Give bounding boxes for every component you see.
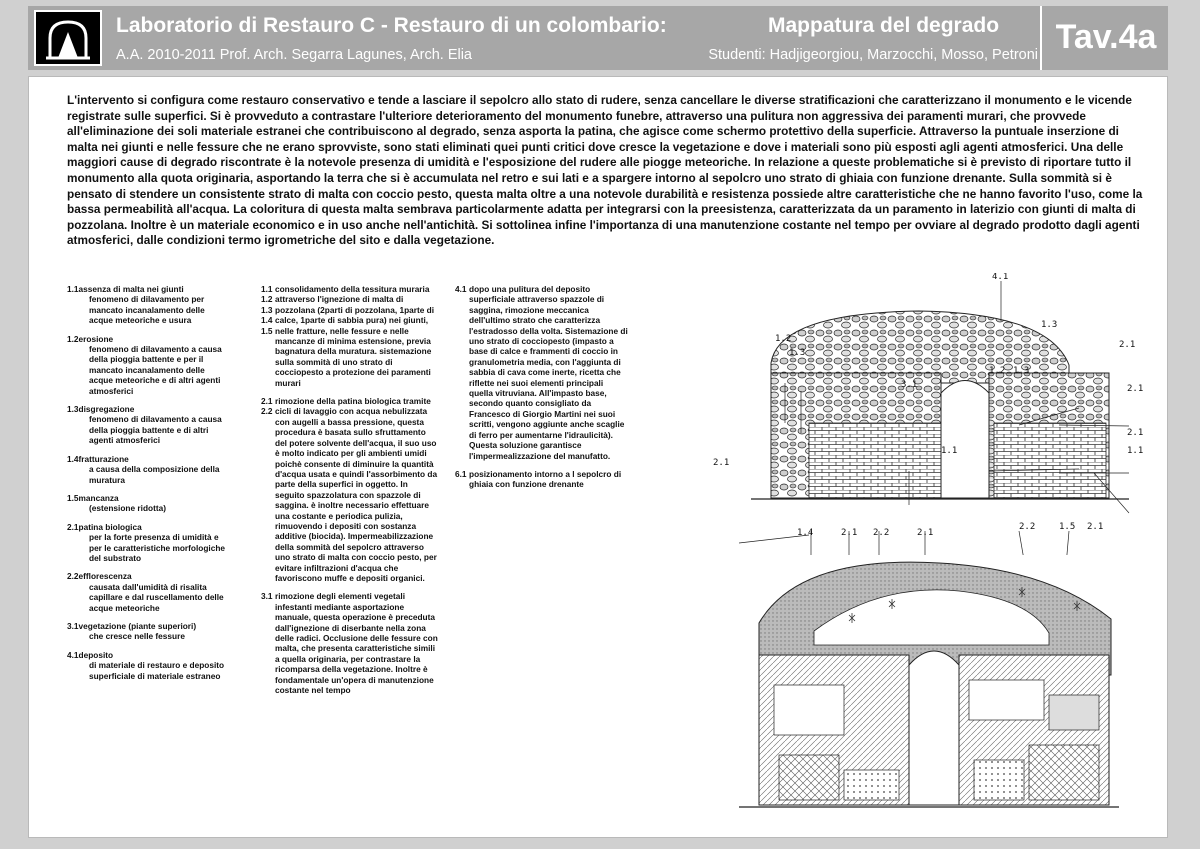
drawing-label: 2.2	[873, 528, 890, 538]
drawing-label: 2.1	[841, 528, 858, 538]
legend-entry-head	[67, 522, 227, 532]
legend-entry-description: che cresce nelle fessure	[89, 631, 185, 642]
legend-entry-head	[67, 650, 227, 660]
legend-entry-head	[67, 404, 227, 414]
legend-entry-number: 6.1	[455, 468, 467, 479]
title-block	[116, 12, 1038, 68]
legend-intervento-entry	[261, 591, 439, 695]
legend-degrado-entry	[67, 454, 227, 485]
legend-entry-title: vegetazione (piante superiori)	[78, 620, 197, 631]
legend-entry-title: erosione	[78, 333, 114, 344]
legend-degrado-entry	[67, 334, 227, 396]
legend-intervento-entry	[455, 284, 629, 461]
legend-entry-title: assenza di malta nei giunti	[78, 284, 184, 294]
legend-entry-description: causata dall'umidità di risalita capillare e dal ruscellamento delle acque meteoriche	[89, 581, 224, 613]
drawing-label: 2.1	[713, 458, 730, 468]
drawing-label: 2.1	[1127, 384, 1144, 394]
legend-entry-number: 1.1 1.2 1.3 1.4 1.5	[261, 284, 273, 336]
drawing-label: 4.1	[992, 273, 1009, 282]
drawing-label: 1.4	[797, 528, 814, 538]
drawing-label: 1.2	[989, 366, 1006, 376]
legend-entry-head	[67, 284, 227, 294]
legend-entry-number: 4.1	[67, 649, 79, 660]
legend-entry-description: fenomeno di dilavamento a causa della pioggia battente e per il mancato incanalamento delle acque meteoriche e di altri agenti atmosferici	[89, 344, 222, 396]
legend-entry-description: a causa della composizione della muratura	[89, 464, 220, 485]
drawing-label: 1.3	[789, 348, 806, 358]
legend-entry-description: rimozione della patina biologica tramite cicli di lavaggio con acqua nebulizzata con augelli a bassa pressione, questa procedura è basata sullo sfruttamento del potere solvente dell'acqua, il suo uso è molto indicato per gli ambienti umidi poichè consente di diminuire la quantità d'acqua usata e quindi l'assorbimento da parte della superfici in oggetto. In seguito spazzolatura con spazzole di saggina. è inoltre necessario effettuare una costante e periodica pulizia, rimuovendo i depositi con sostanza additive (biocida). Impermeabilizzazione della sommità del sepolcro attraverso uno strato di malta con coccio pesto, per evitare infiltrazioni d'acqua che favoriscono muffe e depositi organici.	[275, 396, 438, 583]
legend-degrado-entry	[67, 621, 227, 642]
legend-entry-title: efflorescenza	[78, 571, 132, 582]
legend-degrado-entry	[67, 650, 227, 681]
content-panel	[28, 76, 1168, 838]
header-divider	[1040, 6, 1042, 70]
legend-entry-description: posizionamento intorno a l sepolcro di ghiaia con funzione drenante	[469, 468, 622, 490]
legend-degrado-entry	[67, 571, 227, 613]
drawing-label: 1.3	[1013, 366, 1030, 376]
legend-degrado-column	[67, 284, 227, 689]
legend-entry-description: di materiale di restauro e deposito superficiale di materiale estraneo	[89, 660, 225, 681]
legend-intervento-entry	[455, 469, 629, 490]
legend-intervento-entry	[261, 396, 439, 583]
legend-entry-head	[67, 454, 227, 464]
drawing-label: 3.1	[901, 380, 918, 390]
legend-entry-description: fenomeno di dilavamento a causa della pioggia battente e di altri agenti atmosferici	[89, 414, 222, 446]
drawing-label: 1.3	[1041, 320, 1058, 330]
drawing-label: 1.2	[775, 334, 792, 344]
legend-entry-number: 1.2	[67, 333, 79, 344]
legend-entry-number: 2.1	[67, 521, 79, 532]
legend-entry-description: dopo una pulitura del deposito superficiale attraverso spazzole di saggina, rimozione meccanica dell'ultimo strato che caratterizza l'estradosso della volta. Sistemazione di uno strato di cocciopesto (impasto a base di calce e frammenti di coccio in granulometria media, con l'aggiunta di sabbia di cava come inerte, ricetta che riflette nei suoi elementi principali quella vitruviana. All'impasto base, secondo quanto consigliato da Francesco di Giorgio Martini nei suoi scritti, vengono aggiunte anche scaglie di ferro per aumentarne l'idraulicità). Questa soluzione garantisce l'impermealizzazione del manufatto.	[469, 284, 628, 461]
university-arch-logo-icon	[36, 12, 100, 64]
legend-intervento-entry	[261, 284, 439, 388]
legend-entry-head	[67, 571, 227, 581]
legend-entry-description: (estensione ridotta)	[89, 503, 166, 514]
legend-entry-number: 2.1 2.2	[261, 396, 273, 417]
legend-interventi-column-b	[455, 284, 629, 498]
course-info: A.A. 2010-2011 Prof. Arch. Segarra Lagunes, Arch. Elia	[116, 47, 473, 63]
legend-degrado-entry	[67, 522, 227, 564]
drawing-label: 1.5	[1059, 522, 1076, 532]
legend-entry-number: 1.5	[67, 492, 79, 503]
drawing-label: 2.1	[1087, 522, 1104, 532]
drawing-label: 2.1	[1119, 340, 1136, 350]
legend-interventi-column-a	[261, 284, 439, 703]
legend-entry-title: patina biologica	[78, 521, 142, 532]
legend-entry-description: consolidamento della tessitura muraria attraverso l'ignezione di malta di pozzolana (2parti di pozzolana, 1parte di calce, 1parte di sabbia pura) nei giunti, nelle fratture, nelle fessure e nelle mancanze di minima estensione, previa bagnatura della muratura. sistemazione sulla sommità di uno strato di cocciopesto a protezione dei paramenti murari	[275, 284, 435, 388]
legend-entry-title: disgregazione	[78, 404, 135, 415]
students-info: Studenti: Hadjigeorgiou, Marzocchi, Mosso, Petroni	[708, 47, 1038, 63]
drawing-label: 2.1	[917, 528, 934, 538]
legend-entry-number: 1.1	[67, 284, 79, 294]
legend-entry-head	[67, 493, 227, 503]
tavola-number: Tav.4a	[1055, 18, 1157, 56]
interventi-elevation-drawing	[719, 555, 1129, 825]
drawing-label: 1.1	[1127, 446, 1144, 456]
legend-entry-number: 1.3	[67, 404, 79, 415]
legend-entry-number: 1.4	[67, 453, 79, 464]
legend-entry-title: fratturazione	[78, 453, 129, 464]
legend-degrado-entry	[67, 284, 227, 326]
legend-entry-number: 3.1	[261, 591, 273, 602]
legend-entry-number: 3.1	[67, 620, 79, 631]
page-title-topic: Mappatura del degrado	[768, 14, 1000, 37]
intro-paragraph: L'intervento si configura come restauro conservativo e tende a lasciare il sepolcro allo stato di rudere, senza cancellare le diverse stratificazioni che caratterizzano il monumento e le vicende registrate sulle superfici. Si è provveduto a contrastare l'ulteriore deterioramento del monumento funebre, attraverso una pulitura non aggressiva dei paramenti murari, che provvede all'eliminazione dei soli materiale estranei che contribuiscono al degrado, senza asporta la patina, che agisce come schermo protettivo della superficie. Attraverso la puntuale inserzione di malta nei giunti e nelle fessure che ne erano sprovviste, sono stati eliminati quei punti critici dove cresce la vegetazione e dove i materiali sono più esposti agli agenti atmosferici. Una delle maggiori cause di degrado riscontrate è la notevole presenza di umidità e l'esposizione del rudere alle piogge meteoriche. In relazione a queste problematiche si è previsto di riportare tutto il monumento alla quota originaria, asportando la terra che si è accumulata nel retro e sui lati e a spargere intorno al sepolcro uno strato di ghiaia con funzione drenante. Sulla sommità si è pensato di stendere un consistente strato di malta con coccio pesto, questa malta oltre a una notevole durabilità e resistenza possiede altre caratteristiche che ne hanno favorito l'uso, come la bassa permeabilità all'acqua. La coloritura di questa malta sembrava particolarmente adatta per integrarsi con la preesistenza, caratterizzata da un paramento in laterizio con giunti di malta di pozzolana. Inoltre è un materiale economico e in uso anche nell'antichità. Si sottolinea infine l'importanza di una manutenzione costante nel tempo per ovviare al degrado prodotto dagli agenti atmosferici, dalle condizioni termo igrometriche del sito e dalla vegetazione.	[67, 93, 1143, 248]
drawing-label: 1.1	[941, 446, 958, 456]
page-title: Laboratorio di Restauro C - Restauro di un colombario:	[116, 14, 667, 37]
legend-entry-description: fenomeno di dilavamento per mancato incanalamento delle acque meteoriche e usura	[89, 294, 205, 326]
legend-entry-head	[67, 334, 227, 344]
drawing-label: 2.1	[1127, 428, 1144, 438]
logo	[34, 10, 102, 66]
legend-entry-description: rimozione degli elementi vegetali infestanti mediante asportazione manuale, questa operazione è preceduta dall'ignezione di diserbante nella zona delle radici. Occlusione delle fessure con malta, che presenta caratteristiche simili a quella originaria, per contrastare la ricomparsa della vegetazione. Inoltre è fondamentale un'opera di manutenzione costante nel tempo	[275, 591, 438, 696]
legend-entry-description: per la forte presenza di umidità e per le caratteristiche morfologiche del substrato	[89, 532, 226, 563]
legend-entry-title: mancanza	[78, 492, 119, 503]
legend-degrado-entry	[67, 404, 227, 446]
legend-entry-head	[67, 621, 227, 631]
legend-entry-title: deposito	[78, 649, 114, 660]
legend-entry-number: 4.1	[455, 284, 467, 294]
degrado-elevation-drawing	[689, 273, 1151, 555]
drawing-label: 2.2	[1019, 522, 1036, 532]
legend-degrado-entry	[67, 493, 227, 514]
legend-entry-number: 2.2	[67, 571, 79, 582]
header-bar	[28, 6, 1168, 70]
